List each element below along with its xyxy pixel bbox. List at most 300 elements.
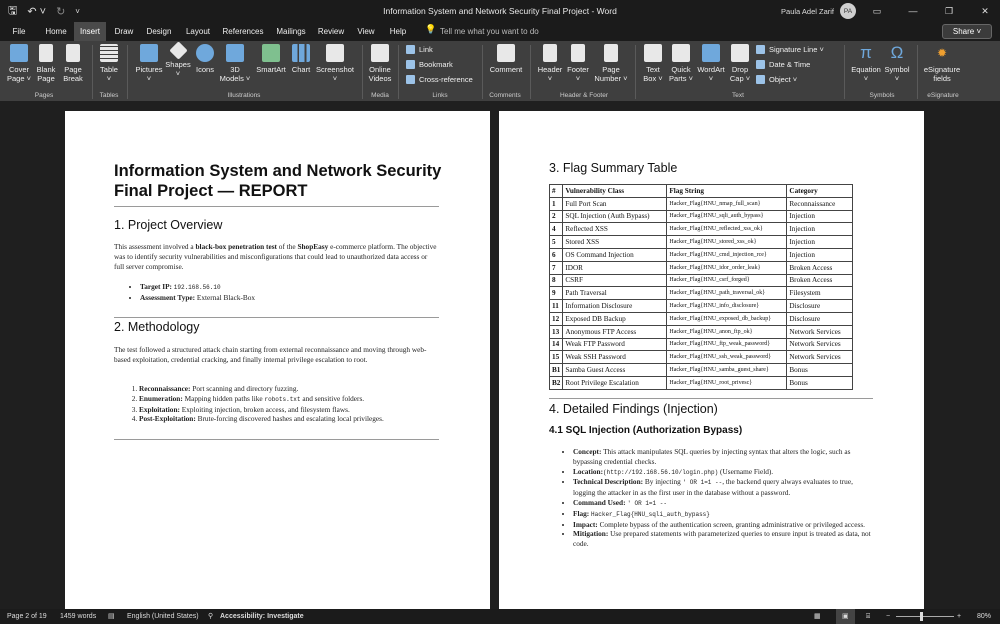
tab-insert[interactable]: Insert: [74, 22, 106, 41]
shapes-label2: ˅: [175, 69, 181, 78]
blank-page-icon: [39, 44, 53, 62]
row-number: 1: [550, 197, 563, 210]
list-item: [573, 498, 875, 509]
flag-string: Hacker_Flag{HNU_reflected_xss_ok}: [667, 223, 787, 236]
table-row: [550, 248, 853, 261]
document-page-2[interactable]: [499, 111, 924, 621]
text-box-icon: [644, 44, 662, 62]
row-number: 8: [550, 274, 563, 287]
cube-icon: [226, 44, 244, 62]
video-icon: [371, 44, 389, 62]
methodology-steps: [139, 384, 439, 424]
list-item: [573, 477, 875, 498]
category: Network Services: [787, 351, 853, 364]
text-box-label: Text: [646, 65, 660, 74]
text-box-button[interactable]: [639, 44, 667, 83]
step-text: Brute-forcing discovered hashes and escalating local privileges.: [197, 414, 384, 424]
title-bar: [0, 0, 1000, 22]
vulnerability-class: Reflected XSS: [563, 223, 667, 236]
word-count[interactable]: 1459 words: [60, 613, 97, 620]
category: Network Services: [787, 338, 853, 351]
page-count[interactable]: Page 2 of 19: [7, 613, 47, 620]
separator: [398, 45, 399, 99]
blank-page-button[interactable]: [34, 44, 58, 83]
customize-qat-icon[interactable]: ˅: [75, 6, 80, 16]
flag-string: Hacker_Flag{HNU_path_traversal_ok}: [667, 287, 787, 300]
list-item: [573, 509, 875, 520]
group-media: Media: [371, 92, 389, 99]
target-info-list: [140, 282, 420, 303]
zoom-in-button[interactable]: +: [957, 613, 962, 620]
vulnerability-class: IDOR: [563, 261, 667, 274]
symbol-label2: ˅: [894, 74, 900, 83]
col-header: Vulnerability Class: [563, 185, 667, 198]
object-label: Object ˅: [769, 75, 798, 84]
list-item: [139, 394, 439, 405]
table-icon: [100, 44, 118, 62]
tab-file[interactable]: File: [12, 27, 26, 36]
command-label: Command Used:: [573, 497, 626, 507]
screenshot-icon: [326, 44, 344, 62]
table-row: [550, 300, 853, 313]
web-layout-icon[interactable]: ⌸: [866, 613, 871, 620]
undo-icon[interactable]: ↶ ˅: [27, 5, 47, 18]
section-3-heading: 3. Flag Summary Table: [549, 161, 678, 175]
table-row: [550, 351, 853, 364]
flag-string: Hacker_Flag{HNU_root_privesc}: [667, 376, 787, 389]
tell-me-search[interactable]: Tell me what you want to do: [440, 27, 539, 36]
footer-button[interactable]: [564, 44, 592, 83]
step-label: Post-Exploitation:: [139, 414, 196, 424]
row-number: 14: [550, 338, 563, 351]
tab-draw[interactable]: Draw: [114, 27, 134, 36]
col-header: Category: [787, 185, 853, 198]
language-status[interactable]: English (United States): [127, 613, 199, 620]
table-button[interactable]: [96, 44, 122, 83]
mitigation-text: Use prepared statements with parameterized queries to ensure input is treated as data, not code.: [573, 529, 871, 549]
flag-string: Hacker_Flag{HNU_nmap_full_scan}: [667, 197, 787, 210]
list-item: [573, 447, 875, 467]
tab-help[interactable]: Help: [389, 27, 407, 36]
tech-code: ' OR 1=1 --: [682, 479, 723, 487]
shapes-label: Shapes: [165, 60, 191, 69]
table-row: [550, 364, 853, 377]
category: Bonus: [787, 376, 853, 389]
row-number: B2: [550, 376, 563, 389]
autosave-icon[interactable]: 🖫: [8, 4, 18, 17]
table-row: [550, 274, 853, 287]
flag-summary-table: [549, 184, 853, 390]
bold-run: black-box penetration test: [195, 242, 277, 251]
vulnerability-class: Full Port Scan: [563, 197, 667, 210]
comment-label: Comment: [489, 65, 523, 74]
object-button[interactable]: [756, 75, 797, 84]
screenshot-button[interactable]: [314, 44, 356, 83]
bookmark-button[interactable]: [406, 60, 453, 69]
header-label2: ˅: [547, 74, 553, 83]
online-videos-label2: Videos: [368, 74, 392, 83]
link-icon: [406, 45, 415, 54]
category: Broken Access: [787, 274, 853, 287]
tab-review[interactable]: Review: [317, 27, 345, 36]
category: Filesystem: [787, 287, 853, 300]
concept-text: This attack manipulates SQL queries by injecting syntax that alters the logic, such as bypassing credential checks.: [573, 447, 851, 466]
vulnerability-class: Stored XSS: [563, 236, 667, 249]
flag-string: Hacker_Flag{HNU_exposed_db_backup}: [667, 312, 787, 325]
window-title: Information System and Network Security Final Project - Word: [383, 6, 617, 16]
avatar[interactable]: PA: [840, 3, 856, 19]
separator: [530, 45, 531, 99]
section-2-heading: 2. Methodology: [114, 320, 200, 334]
cover-page-label2: Page ˅: [7, 74, 31, 83]
vulnerability-class: Anonymous FTP Access: [563, 325, 667, 338]
document-page-1[interactable]: [65, 111, 490, 621]
page-number-button[interactable]: [592, 44, 630, 83]
divider: [114, 317, 439, 318]
symbol-label: Symbol: [884, 65, 910, 74]
online-videos-label: Online: [369, 65, 391, 74]
flag-string: Hacker_Flag{HNU_anon_ftp_ok}: [667, 325, 787, 338]
step-text: Mapping hidden paths like: [184, 393, 265, 403]
zoom-slider-thumb[interactable]: [920, 612, 923, 621]
chart-icon: [292, 44, 310, 62]
quick-parts-icon: [672, 44, 690, 62]
object-icon: [756, 75, 765, 84]
category: Injection: [787, 223, 853, 236]
table-body: [550, 197, 853, 389]
flag-code: Hacker_Flag{HNU_sqli_auth_bypass}: [591, 510, 710, 518]
header-icon: [543, 44, 557, 62]
footer-icon: [571, 44, 585, 62]
group-symbols: Symbols: [869, 92, 895, 99]
divider: [114, 439, 439, 440]
category: Broken Access: [787, 261, 853, 274]
share-button[interactable]: Share ˅: [942, 24, 992, 39]
group-links: Links: [432, 92, 448, 99]
icons-label: Icons: [196, 65, 214, 74]
cover-page-button[interactable]: [4, 44, 34, 83]
esignature-label: eSignature: [923, 65, 961, 74]
signature-line-icon: [756, 45, 765, 54]
vulnerability-class: Weak SSH Password: [563, 351, 667, 364]
step-text: and sensitive folders.: [300, 393, 365, 403]
pictures-button[interactable]: [133, 44, 165, 83]
wordart-label: WordArt: [697, 65, 725, 74]
screenshot-label2: ˅: [332, 74, 338, 83]
restore-button[interactable]: ❐: [944, 5, 954, 16]
flag-label: Flag:: [573, 508, 590, 518]
table-row: [550, 223, 853, 236]
category: Reconnaissance: [787, 197, 853, 210]
category: Injection: [787, 236, 853, 249]
tech-label: Technical Description:: [573, 477, 644, 487]
group-illustrations: Illustrations: [227, 92, 261, 99]
tech-text: By injecting: [644, 477, 683, 487]
step-label: Enumeration:: [139, 393, 183, 403]
category: Injection: [787, 248, 853, 261]
list-item: [573, 520, 875, 530]
redo-icon[interactable]: ↻: [56, 5, 66, 18]
table-row: [550, 312, 853, 325]
section-4-heading: 4. Detailed Findings (Injection): [549, 402, 718, 416]
bold-run: ShopEasy: [297, 242, 329, 251]
list-item: [139, 414, 439, 424]
page-number-label: Page: [602, 65, 620, 74]
overview-paragraph: [114, 242, 439, 273]
comment-icon: [497, 44, 515, 62]
drop-cap-label: Drop: [731, 65, 749, 74]
category: Injection: [787, 210, 853, 223]
link-label: Link: [419, 45, 433, 54]
step-code: robots.txt: [264, 395, 301, 403]
cover-page-label: Cover: [8, 65, 29, 74]
impact-label: Impact:: [573, 519, 598, 529]
page-number-icon: [604, 44, 618, 62]
step-text: Port scanning and directory fuzzing.: [192, 384, 299, 393]
equation-label2: ˅: [863, 74, 869, 83]
separator: [917, 45, 918, 99]
user-name: Paula Adel Zarif: [781, 6, 834, 16]
chart-button[interactable]: [289, 44, 313, 74]
screenshot-label: Screenshot: [316, 65, 354, 74]
shapes-button[interactable]: [164, 44, 192, 78]
col-header: #: [550, 185, 563, 198]
vulnerability-class: CSRF: [563, 274, 667, 287]
row-number: 11: [550, 300, 563, 313]
chart-label: Chart: [291, 65, 311, 74]
smartart-label: SmartArt: [256, 65, 286, 74]
group-header-footer: Header & Footer: [559, 92, 609, 99]
drop-cap-icon: [731, 44, 749, 62]
vulnerability-class: Information Disclosure: [563, 300, 667, 313]
category: Network Services: [787, 325, 853, 338]
share-label: Share: [952, 27, 975, 36]
tab-layout[interactable]: Layout: [185, 27, 211, 36]
zoom-out-button[interactable]: −: [886, 613, 891, 620]
equation-button[interactable]: [848, 44, 884, 83]
group-esignature: eSignature: [927, 92, 959, 99]
location-text: (Username Field).: [718, 466, 774, 476]
assessment-value: External Black-Box: [196, 292, 256, 302]
row-number: 6: [550, 248, 563, 261]
page-break-label: Page: [64, 65, 82, 74]
pictures-label: Pictures: [135, 65, 163, 74]
quick-parts-button[interactable]: [667, 44, 695, 83]
separator: [92, 45, 93, 99]
tab-home[interactable]: Home: [45, 27, 67, 36]
vulnerability-class: Root Privilege Escalation: [563, 376, 667, 389]
3d-models-button[interactable]: [218, 44, 252, 83]
ribbon-insert: [0, 41, 1000, 101]
table-row: [550, 338, 853, 351]
location-label: Location:: [573, 466, 603, 476]
page-break-button[interactable]: [60, 44, 86, 83]
separator: [635, 45, 636, 99]
cross-reference-button[interactable]: [406, 75, 473, 84]
text-run: e-commerce platform. The objective was to identify security vulnerabilities and misconfigurations that could lead to unauthorized data access or full server compromise.: [114, 242, 437, 272]
ribbon-tabs: [0, 22, 1000, 41]
divider: [114, 206, 439, 207]
step-label: Reconnaissance:: [139, 384, 191, 393]
zoom-level[interactable]: 80%: [977, 613, 992, 620]
cross-reference-icon: [406, 75, 415, 84]
document-canvas[interactable]: [0, 101, 1000, 609]
blank-page-label2: Page: [37, 74, 55, 83]
cover-page-icon: [10, 44, 28, 62]
list-item: [140, 293, 420, 303]
vulnerability-class: SQL Injection (Auth Bypass): [563, 210, 667, 223]
separator: [844, 45, 845, 99]
3d-models-label: 3D: [230, 65, 240, 74]
flag-string: Hacker_Flag{HNU_sqli_auth_bypass}: [667, 210, 787, 223]
row-number: 5: [550, 236, 563, 249]
page-number-label2: Number ˅: [594, 74, 628, 83]
report-title: Information System and Network Security Final Project — REPORT: [114, 162, 442, 200]
3d-models-label2: Models ˅: [219, 74, 251, 83]
table-row: [550, 236, 853, 249]
vulnerability-class: Exposed DB Backup: [563, 312, 667, 325]
icons-button[interactable]: [192, 44, 218, 74]
col-header: Flag String: [667, 185, 787, 198]
read-mode-icon[interactable]: ▦: [814, 613, 821, 620]
separator: [482, 45, 483, 99]
category: Disclosure: [787, 312, 853, 325]
text-run: This assessment involved a: [114, 242, 196, 251]
flag-string: Hacker_Flag{HNU_samba_guest_share}: [667, 364, 787, 377]
row-number: 12: [550, 312, 563, 325]
wordart-label2: ˅: [708, 74, 714, 83]
vulnerability-class: Samba Guest Access: [563, 364, 667, 377]
proofing-icon[interactable]: ▤: [108, 613, 115, 620]
row-number: B1: [550, 364, 563, 377]
flag-string: Hacker_Flag{HNU_stored_xss_ok}: [667, 236, 787, 249]
row-number: 2: [550, 210, 563, 223]
quick-parts-label: Quick: [671, 65, 691, 74]
group-tables: Tables: [99, 92, 119, 99]
tab-design[interactable]: Design: [146, 27, 172, 36]
flag-string: Hacker_Flag{HNU_csrf_forged}: [667, 274, 787, 287]
row-number: 4: [550, 223, 563, 236]
row-number: 7: [550, 261, 563, 274]
status-bar: [0, 609, 1000, 624]
table-header-row: [550, 185, 853, 198]
assessment-label: Assessment Type:: [140, 292, 196, 302]
table-row: [550, 210, 853, 223]
date-time-button[interactable]: [756, 60, 810, 69]
tech-text: , the backend query always evaluates to true, logging the attacker in as the first user in the database without a password.: [573, 477, 853, 498]
shapes-icon: [169, 41, 187, 59]
pi-icon: π: [860, 43, 872, 62]
table-row: [550, 376, 853, 389]
target-value: 192.168.56.10: [173, 284, 221, 291]
location-url: (http://192.168.56.10/login.php): [603, 468, 719, 476]
online-videos-button[interactable]: [365, 44, 395, 83]
cross-reference-label: Cross-reference: [419, 75, 473, 84]
page-break-label2: Break: [63, 74, 83, 83]
text-box-label2: Box ˅: [643, 74, 663, 83]
table-row: [550, 287, 853, 300]
list-item: [573, 529, 875, 549]
date-time-label: Date & Time: [769, 60, 811, 69]
header-button[interactable]: [534, 44, 566, 83]
list-item: [139, 384, 439, 394]
table-label2: ˅: [106, 74, 112, 83]
link-button[interactable]: [406, 45, 433, 54]
wordart-icon: [702, 44, 720, 62]
signature-line-button[interactable]: [756, 45, 824, 54]
group-comments: Comments: [489, 92, 521, 99]
table-row: [550, 197, 853, 210]
blank-page-label: Blank: [36, 65, 56, 74]
findings-list: [573, 447, 875, 549]
tab-view[interactable]: View: [357, 27, 375, 36]
smartart-button[interactable]: [254, 44, 288, 74]
impact-text: Complete bypass of the authentication screen, granting administrative or privileged access.: [599, 519, 866, 529]
wordart-button[interactable]: [694, 44, 728, 83]
mitigation-label: Mitigation:: [573, 529, 609, 539]
close-button[interactable]: ✕: [981, 5, 989, 16]
smartart-icon: [262, 44, 280, 62]
comment-button[interactable]: [486, 44, 526, 74]
target-label: Target IP:: [140, 282, 172, 291]
esignature-icon: ✹: [936, 46, 948, 60]
row-number: 15: [550, 351, 563, 364]
flag-string: Hacker_Flag{HNU_info_disclosure}: [667, 300, 787, 313]
bookmark-label: Bookmark: [419, 60, 453, 69]
table-row: [550, 325, 853, 338]
tab-mailings[interactable]: Mailings: [276, 27, 306, 36]
symbol-button[interactable]: [882, 44, 912, 83]
footer-label2: ˅: [575, 74, 581, 83]
drop-cap-label2: Cap ˅: [729, 74, 751, 83]
accessibility-status[interactable]: Accessibility: Investigate: [220, 613, 304, 620]
table-label: Table: [100, 65, 118, 74]
flag-string: Hacker_Flag{HNU_ssh_weak_password}: [667, 351, 787, 364]
esignature-fields-button[interactable]: [920, 44, 964, 83]
command-code: ' OR 1=1 --: [627, 499, 667, 507]
group-pages: Pages: [34, 92, 54, 99]
step-label: Exploitation:: [139, 404, 180, 414]
drop-cap-button[interactable]: [728, 44, 752, 83]
minimize-button[interactable]: —: [908, 6, 918, 16]
esignature-label2: fields: [933, 74, 951, 83]
list-item: [139, 405, 439, 415]
text-run: of the: [276, 242, 298, 251]
bookmark-icon: [406, 60, 415, 69]
subsection-4-1-heading: 4.1 SQL Injection (Authorization Bypass): [549, 425, 743, 436]
lightbulb-icon: 💡: [425, 24, 437, 34]
pictures-icon: [140, 44, 158, 62]
methodology-paragraph: The test followed a structured attack chain starting from external reconnaissance and moving through web-based exploitation, credential cracking, and finally internal privilege escalation to root.: [114, 345, 427, 365]
vulnerability-class: OS Command Injection: [563, 248, 667, 261]
header-label: Header: [537, 65, 563, 74]
page-break-icon: [66, 44, 80, 62]
divider: [549, 398, 873, 399]
ribbon-display-icon[interactable]: ▭: [872, 5, 882, 16]
group-text: Text: [732, 92, 744, 99]
flag-string: Hacker_Flag{HNU_idor_order_leak}: [667, 261, 787, 274]
zoom-slider-track[interactable]: [896, 616, 954, 617]
list-item: [140, 282, 420, 293]
tab-references[interactable]: References: [222, 27, 264, 36]
print-layout-icon[interactable]: ▣: [836, 609, 855, 624]
calendar-icon: [756, 60, 765, 69]
equation-label: Equation: [851, 65, 881, 74]
category: Bonus: [787, 364, 853, 377]
quick-parts-label2: Parts ˅: [669, 74, 693, 83]
row-number: 13: [550, 325, 563, 338]
vulnerability-class: Path Traversal: [563, 287, 667, 300]
